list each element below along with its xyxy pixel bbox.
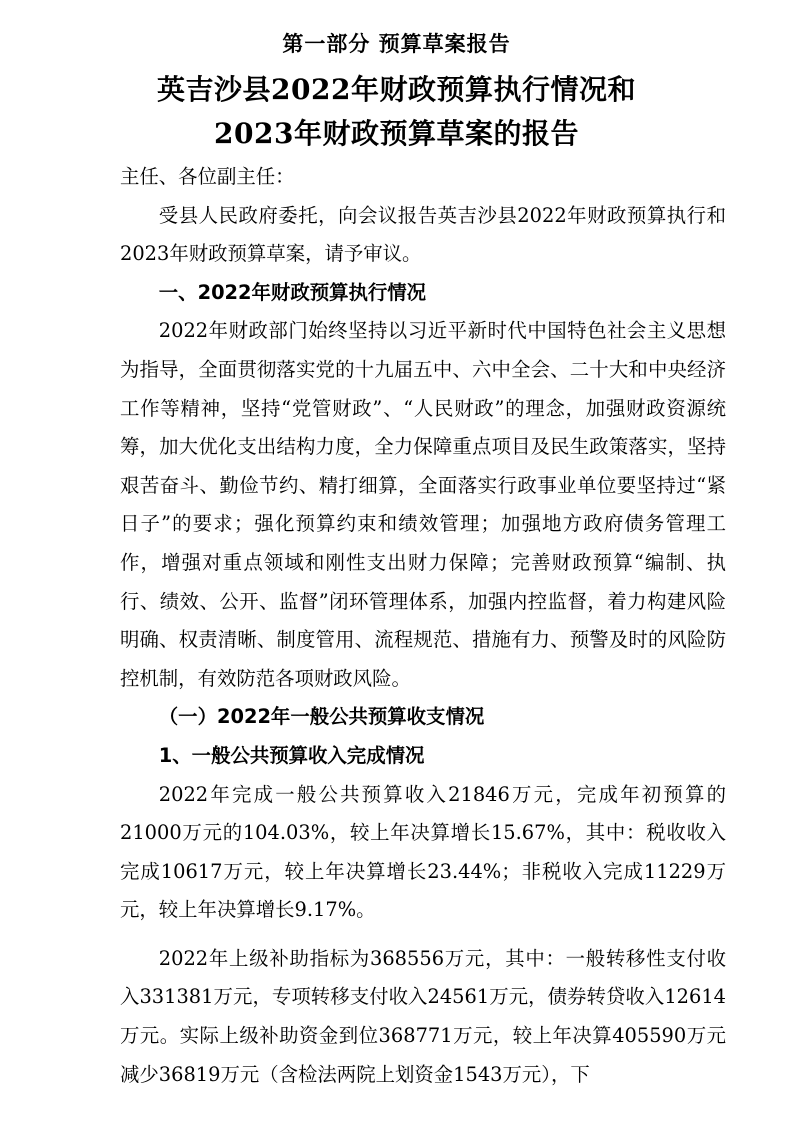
salutation: 主任、各位副主任： <box>120 165 295 188</box>
subsection-heading: （一）2022年一般公共预算收支情况 <box>158 705 485 729</box>
section-paragraph: 2022年财政部门始终坚持以习近平新时代中国特色社会主义思想为指导，全面贯彻落实党的十九届五中、六中全会、二十大和中央经济工作等精神，坚持“党管财政”、“人民财政”的理念，加强财政资源统筹，加大优化支出结构力度，全力保障重点项目及民生政策落实，坚持艰苦奋斗、勤俭节约、精打细算，全面落实行政事业单位要坚持过“紧日子”的要求；强化预算约束和绩效管理；加强地方政府债务管理工作，增强对重点领域和刚性支出财力保障；完善财政预算“编制、执行、绩效、公开、监督”闭环管理体系，加强内控监督，着力构建风险明确、权责清晰、制度管用、流程规范、措施有力、预警及时的风险防控机制，有效防范各项财政风险。 <box>120 319 726 690</box>
part-title: 第一部分 预算草案报告 <box>282 32 511 56</box>
section-heading: 一、2022年财政预算执行情况 <box>158 280 427 304</box>
revenue-paragraph: 2022年完成一般公共预算收入21846万元，完成年初预算的21000万元的104.03%，较上年决算增长15.67%，其中：税收收入完成10617万元，较上年决算增长23.44%；非税收入完成11229万元，较上年决算增长9.17%。 <box>120 782 726 922</box>
report-title-line1: 英吉沙县2022年财政预算执行情况和 <box>157 73 636 106</box>
item-heading: 1、一般公共预算收入完成情况 <box>158 743 425 767</box>
report-title-line2: 2023年财政预算草案的报告 <box>214 117 579 150</box>
intro-paragraph: 受县人民政府委托，向会议报告英吉沙县2022年财政预算执行和2023年财政预算草案，请予审议。 <box>120 203 726 266</box>
subsidy-paragraph: 2022年上级补助指标为368556万元，其中：一般转移性支付收入331381万元，专项转移支付收入24561万元，债券转贷收入12614万元。实际上级补助资金到位368771万元，较上年决算405590万元减少36819万元（含检法两院上划资金1543万元），下 <box>120 946 726 1086</box>
report-body <box>120 158 726 1094</box>
